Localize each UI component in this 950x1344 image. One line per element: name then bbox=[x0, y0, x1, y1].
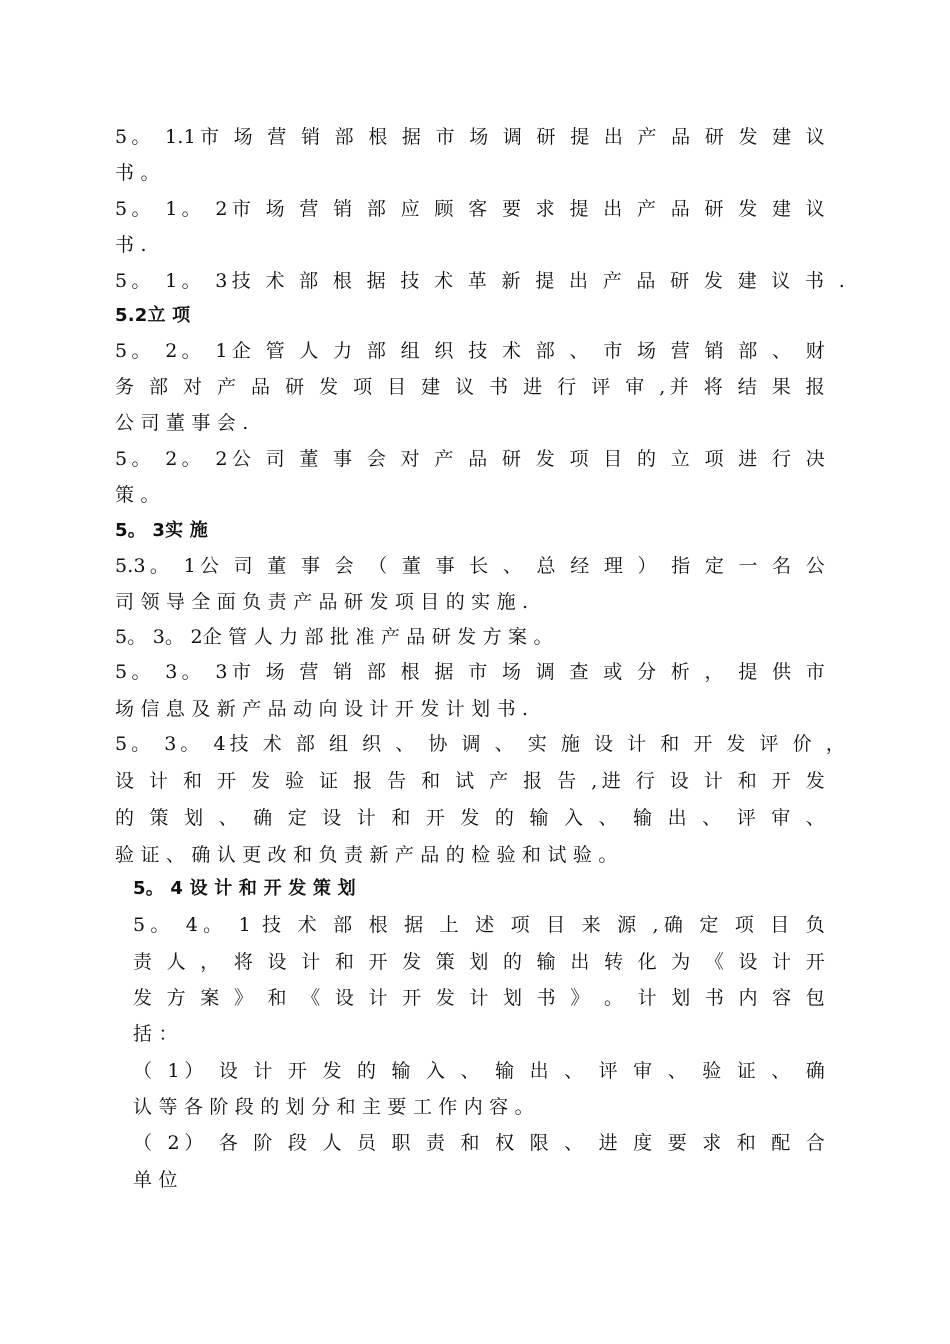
text-line: 5.3。 1公 司 董 事 会 （ 董 事 长 、 总 经 理 ） 指 定 一 名 公 bbox=[115, 555, 825, 577]
text-line: 5。 3。 3市 场 营 销 部 根 据 市 场 调 查 或 分 析 ， 提 供 市 bbox=[115, 661, 825, 683]
text-line: 5。 4。 1 技 术 部 根 据 上 述 项 目 来 源 ,确 定 项 目 负 bbox=[133, 914, 825, 936]
section-heading: 5。 4 设 计 和 开 发 策 划 bbox=[133, 878, 356, 899]
text-line: 务 部 对 产 品 研 发 项 目 建 议 书 进 行 评 审 ,并 将 结 果 报 bbox=[115, 376, 825, 398]
text-line: 5。 1。 3技 术 部 根 据 技 术 革 新 提 出 产 品 研 发 建 议 书 . bbox=[115, 270, 845, 292]
text-line: 5。 1。 2市 场 营 销 部 应 顾 客 要 求 提 出 产 品 研 发 建 议 bbox=[115, 198, 825, 220]
text-line: 5。 3。 4技 术 部 组 织 、 协 调 、 实 施 设 计 和 开 发 评 价 ， bbox=[115, 733, 845, 755]
text-line: 验 证 、 确 认 更 改 和 负 责 新 产 品 的 检 验 和 试 验 。 bbox=[115, 844, 618, 866]
text-line: 5。 2。 2公 司 董 事 会 对 产 品 研 发 项 目 的 立 项 进 行 决 bbox=[115, 448, 825, 470]
section-heading: 5.2立 项 bbox=[115, 305, 191, 326]
text-line: 公 司 董 事 会 . bbox=[115, 412, 249, 434]
text-line: 书 。 bbox=[115, 162, 160, 184]
text-line: 责 人 ， 将 设 计 和 开 发 策 划 的 输 出 转 化 为 《 设 计 开 bbox=[133, 951, 825, 973]
text-line: 设 计 和 开 发 验 证 报 告 和 试 产 报 告 ,进 行 设 计 和 开 发 bbox=[115, 770, 825, 792]
text-line: 的 策 划 、 确 定 设 计 和 开 发 的 输 入 、 输 出 、 评 审 、 bbox=[115, 807, 825, 829]
text-line: 5。 1.1市 场 营 销 部 根 据 市 场 调 研 提 出 产 品 研 发 建 议 bbox=[115, 126, 825, 148]
text-line: 发 方 案 》 和 《 设 计 开 发 计 划 书 》 。 计 划 书 内 容 包 bbox=[133, 987, 825, 1009]
text-line: 括 ： bbox=[133, 1023, 178, 1045]
text-line: 5。 2。 1企 管 人 力 部 组 织 技 术 部 、 市 场 营 销 部 、 财 bbox=[115, 340, 825, 362]
text-line: （ 1） 设 计 开 发 的 输 入 、 输 出 、 评 审 、 验 证 、 确 bbox=[133, 1060, 825, 1082]
text-line: 司 领 导 全 面 负 责 产 品 研 发 项 目 的 实 施 . bbox=[115, 591, 529, 613]
text-line: 书 . bbox=[115, 234, 147, 256]
text-line: 认 等 各 阶 段 的 划 分 和 主 要 工 作 内 容 。 bbox=[133, 1096, 534, 1118]
text-line: 策 。 bbox=[115, 484, 160, 506]
text-line: （ 2） 各 阶 段 人 员 职 责 和 权 限 、 进 度 要 求 和 配 合 bbox=[133, 1132, 825, 1154]
text-line: 单 位 bbox=[133, 1169, 178, 1191]
section-heading: 5。 3实 施 bbox=[115, 520, 208, 541]
text-line: 5。 3。 2企 管 人 力 部 批 准 产 品 研 发 方 案 。 bbox=[115, 626, 553, 648]
text-line: 场 信 息 及 新 产 品 动 向 设 计 开 发 计 划 书 . bbox=[115, 698, 529, 720]
